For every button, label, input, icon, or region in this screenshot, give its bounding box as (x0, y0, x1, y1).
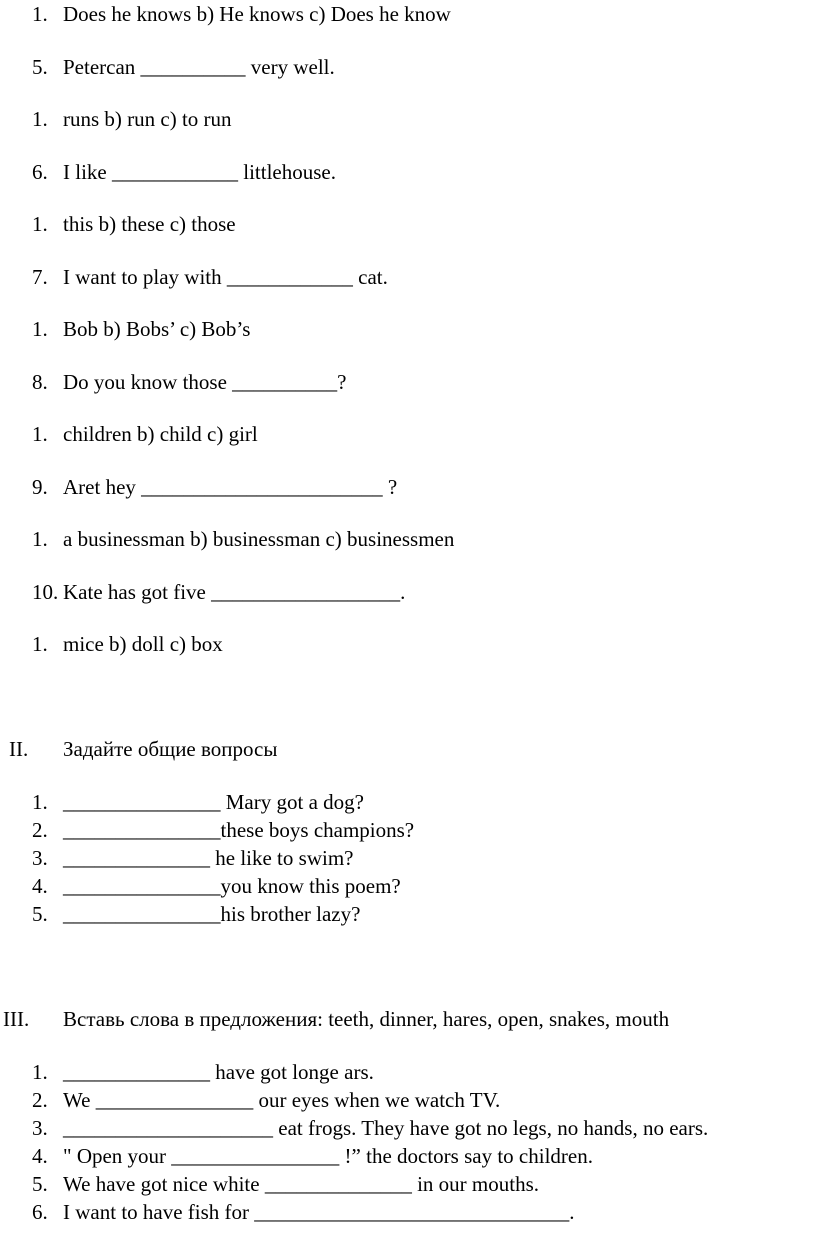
item-number: 1. (32, 632, 48, 656)
item-number: 6. (32, 1200, 48, 1224)
item-text: _______________ Mary got a dog? (63, 790, 364, 814)
item-number: 4. (32, 1144, 48, 1168)
item-text: Kate has got five __________________. (63, 580, 406, 604)
item-number: 1. (32, 790, 48, 814)
item-number: 6. (32, 160, 48, 184)
item-text: Bob b) Bobs’ c) Bob’s (63, 317, 251, 341)
item-text: mice b) doll c) box (63, 632, 223, 656)
item-text: Does he knows b) He knows c) Does he know (63, 2, 451, 26)
item-text: ______________ have got longe ars. (63, 1060, 374, 1084)
item-number: 1. (32, 422, 48, 446)
item-number: 3. (32, 846, 48, 870)
item-number: 10. (32, 580, 59, 604)
item-text: We _______________ our eyes when we watch TV. (63, 1088, 501, 1112)
section-numeral: III. (3, 1007, 30, 1031)
section-title: Вставь слова в предложения: teeth, dinner, hares, open, snakes, mouth (63, 1007, 670, 1031)
item-text: Petercan __________ very well. (63, 55, 335, 79)
item-text: Aret hey _______________________ ? (63, 475, 398, 499)
item-text: ______________ he like to swim? (63, 846, 354, 870)
item-text: " Open your ________________ !” the doctors say to children. (63, 1144, 593, 1168)
item-number: 1. (32, 212, 48, 236)
item-text: children b) child c) girl (63, 422, 258, 446)
item-number: 7. (32, 265, 48, 289)
item-text: I want to have fish for ______________________________. (63, 1200, 575, 1224)
item-text: _______________you know this poem? (63, 874, 401, 898)
item-number: 3. (32, 1116, 48, 1140)
item-number: 5. (32, 55, 48, 79)
item-text: a businessman b) businessman c) businessmen (63, 527, 455, 551)
item-number: 1. (32, 527, 48, 551)
item-text: runs b) run c) to run (63, 107, 232, 131)
section-numeral: II. (9, 737, 29, 761)
item-text: _______________these boys champions? (63, 818, 415, 842)
item-number: 2. (32, 818, 48, 842)
item-text: I want to play with ____________ cat. (63, 265, 388, 289)
item-number: 1. (32, 1060, 48, 1084)
item-text: We have got nice white ______________ in our mouths. (63, 1172, 539, 1196)
item-number: 1. (32, 107, 48, 131)
item-text: Do you know those __________? (63, 370, 347, 394)
item-number: 1. (32, 2, 48, 26)
item-text: this b) these c) those (63, 212, 236, 236)
item-text: ____________________ eat frogs. They have got no legs, no hands, no ears. (63, 1116, 709, 1140)
item-number: 4. (32, 874, 48, 898)
item-text: I like ____________ littlehouse. (63, 160, 336, 184)
item-number: 2. (32, 1088, 48, 1112)
item-text: _______________his brother lazy? (63, 902, 361, 926)
item-number: 5. (32, 1172, 48, 1196)
item-number: 9. (32, 475, 48, 499)
item-number: 1. (32, 317, 48, 341)
item-number: 5. (32, 902, 48, 926)
section-title: Задайте общие вопросы (63, 737, 278, 761)
item-number: 8. (32, 370, 48, 394)
